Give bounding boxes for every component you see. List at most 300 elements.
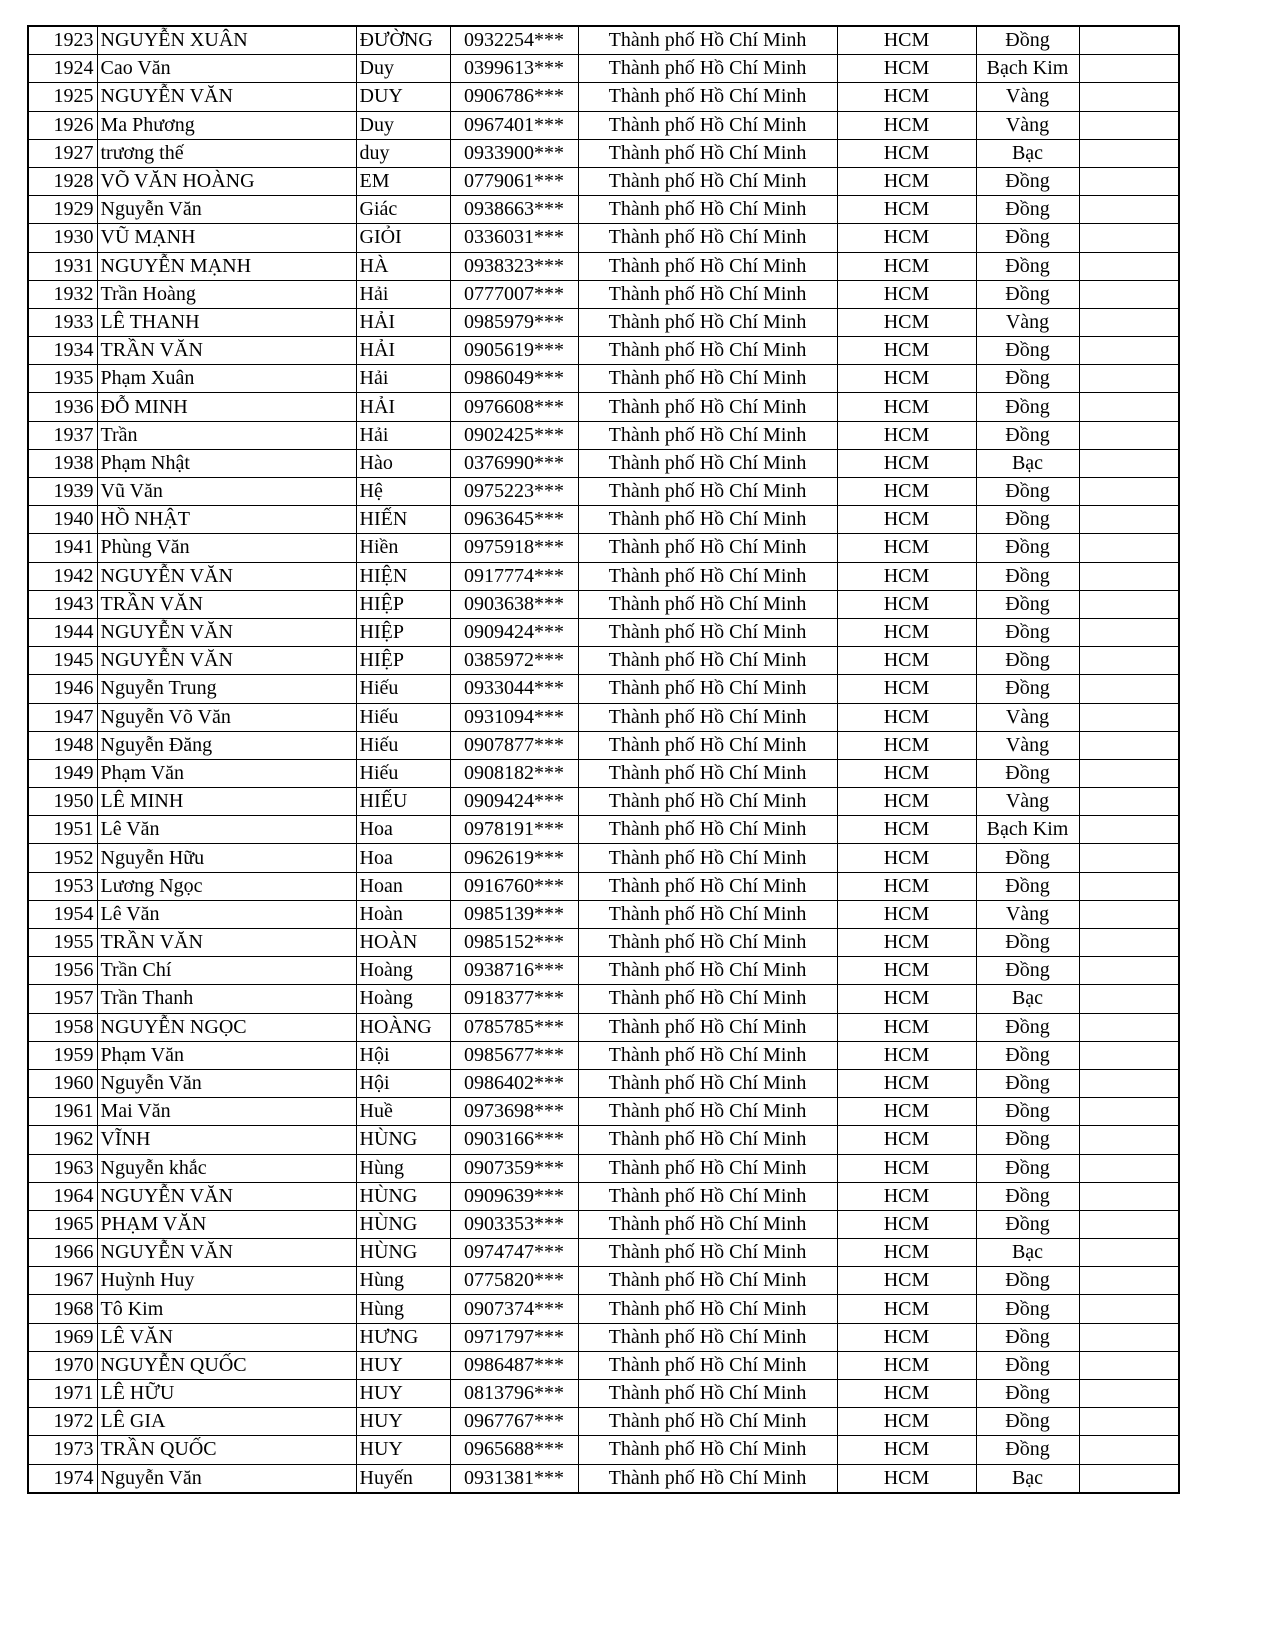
last-middle-name-cell: Nguyễn Văn bbox=[97, 1464, 356, 1493]
prize-tier-cell: Đồng bbox=[976, 1351, 1079, 1379]
province-code-cell: HCM bbox=[837, 957, 976, 985]
phone-number-cell: 0907877*** bbox=[450, 731, 578, 759]
table-row bbox=[28, 449, 1179, 477]
first-name-cell: HÙNG bbox=[356, 1182, 450, 1210]
last-middle-name-cell: TRẦN VĂN bbox=[97, 590, 356, 618]
table-row bbox=[28, 139, 1179, 167]
city-cell: Thành phố Hồ Chí Minh bbox=[578, 337, 837, 365]
city-cell: Thành phố Hồ Chí Minh bbox=[578, 280, 837, 308]
first-name-cell: HẢI bbox=[356, 337, 450, 365]
prize-tier-cell: Đồng bbox=[976, 562, 1079, 590]
note-cell bbox=[1079, 731, 1179, 759]
entry-number-cell: 1968 bbox=[28, 1295, 97, 1323]
prize-tier-cell: Đồng bbox=[976, 393, 1079, 421]
phone-number-cell: 0909424*** bbox=[450, 618, 578, 646]
city-cell: Thành phố Hồ Chí Minh bbox=[578, 111, 837, 139]
phone-number-cell: 0965688*** bbox=[450, 1436, 578, 1464]
note-cell bbox=[1079, 1464, 1179, 1493]
city-cell: Thành phố Hồ Chí Minh bbox=[578, 55, 837, 83]
last-middle-name-cell: Phạm Xuân bbox=[97, 365, 356, 393]
entry-number-cell: 1948 bbox=[28, 731, 97, 759]
province-code-cell: HCM bbox=[837, 478, 976, 506]
last-middle-name-cell: HỒ NHẬT bbox=[97, 506, 356, 534]
first-name-cell: Hải bbox=[356, 365, 450, 393]
first-name-cell: Hiếu bbox=[356, 675, 450, 703]
table-row bbox=[28, 985, 1179, 1013]
first-name-cell: Hoàng bbox=[356, 985, 450, 1013]
table-row bbox=[28, 421, 1179, 449]
phone-number-cell: 0986049*** bbox=[450, 365, 578, 393]
table-row bbox=[28, 1436, 1179, 1464]
table-row bbox=[28, 1464, 1179, 1493]
table-row bbox=[28, 1295, 1179, 1323]
last-middle-name-cell: Phạm Văn bbox=[97, 1041, 356, 1069]
entry-number-cell: 1924 bbox=[28, 55, 97, 83]
note-cell bbox=[1079, 252, 1179, 280]
note-cell bbox=[1079, 506, 1179, 534]
table-row bbox=[28, 1154, 1179, 1182]
first-name-cell: Duy bbox=[356, 111, 450, 139]
first-name-cell: Huề bbox=[356, 1098, 450, 1126]
city-cell: Thành phố Hồ Chí Minh bbox=[578, 985, 837, 1013]
province-code-cell: HCM bbox=[837, 1239, 976, 1267]
first-name-cell: Giác bbox=[356, 196, 450, 224]
prize-tier-cell: Đồng bbox=[976, 224, 1079, 252]
entry-number-cell: 1936 bbox=[28, 393, 97, 421]
first-name-cell: Hội bbox=[356, 1041, 450, 1069]
last-middle-name-cell: LÊ THANH bbox=[97, 308, 356, 336]
entry-number-cell: 1950 bbox=[28, 788, 97, 816]
table-row bbox=[28, 647, 1179, 675]
entry-number-cell: 1972 bbox=[28, 1408, 97, 1436]
phone-number-cell: 0975223*** bbox=[450, 478, 578, 506]
table-row bbox=[28, 26, 1179, 55]
first-name-cell: GIỎI bbox=[356, 224, 450, 252]
last-middle-name-cell: trương thế bbox=[97, 139, 356, 167]
last-middle-name-cell: Nguyễn Hữu bbox=[97, 844, 356, 872]
phone-number-cell: 0902425*** bbox=[450, 421, 578, 449]
city-cell: Thành phố Hồ Chí Minh bbox=[578, 449, 837, 477]
entry-number-cell: 1953 bbox=[28, 872, 97, 900]
note-cell bbox=[1079, 675, 1179, 703]
phone-number-cell: 0985139*** bbox=[450, 900, 578, 928]
last-middle-name-cell: TRẦN VĂN bbox=[97, 929, 356, 957]
province-code-cell: HCM bbox=[837, 1295, 976, 1323]
entry-number-cell: 1954 bbox=[28, 900, 97, 928]
city-cell: Thành phố Hồ Chí Minh bbox=[578, 1154, 837, 1182]
province-code-cell: HCM bbox=[837, 647, 976, 675]
city-cell: Thành phố Hồ Chí Minh bbox=[578, 872, 837, 900]
province-code-cell: HCM bbox=[837, 111, 976, 139]
first-name-cell: Hoàng bbox=[356, 957, 450, 985]
city-cell: Thành phố Hồ Chí Minh bbox=[578, 1013, 837, 1041]
prize-tier-cell: Vàng bbox=[976, 900, 1079, 928]
entry-number-cell: 1974 bbox=[28, 1464, 97, 1493]
last-middle-name-cell: Nguyễn Võ Văn bbox=[97, 703, 356, 731]
province-code-cell: HCM bbox=[837, 1098, 976, 1126]
first-name-cell: Hoan bbox=[356, 872, 450, 900]
entry-number-cell: 1961 bbox=[28, 1098, 97, 1126]
phone-number-cell: 0813796*** bbox=[450, 1380, 578, 1408]
phone-number-cell: 0933900*** bbox=[450, 139, 578, 167]
table-row bbox=[28, 55, 1179, 83]
phone-number-cell: 0963645*** bbox=[450, 506, 578, 534]
prize-tier-cell: Đồng bbox=[976, 534, 1079, 562]
prize-tier-cell: Đồng bbox=[976, 1126, 1079, 1154]
table-row bbox=[28, 900, 1179, 928]
note-cell bbox=[1079, 26, 1179, 55]
table-row bbox=[28, 1351, 1179, 1379]
last-middle-name-cell: Nguyễn khắc bbox=[97, 1154, 356, 1182]
entry-number-cell: 1935 bbox=[28, 365, 97, 393]
first-name-cell: Hùng bbox=[356, 1295, 450, 1323]
city-cell: Thành phố Hồ Chí Minh bbox=[578, 478, 837, 506]
note-cell bbox=[1079, 1041, 1179, 1069]
phone-number-cell: 0908182*** bbox=[450, 759, 578, 787]
province-code-cell: HCM bbox=[837, 252, 976, 280]
city-cell: Thành phố Hồ Chí Minh bbox=[578, 1069, 837, 1097]
last-middle-name-cell: VŨ MẠNH bbox=[97, 224, 356, 252]
note-cell bbox=[1079, 1408, 1179, 1436]
first-name-cell: HÙNG bbox=[356, 1126, 450, 1154]
table-row bbox=[28, 224, 1179, 252]
city-cell: Thành phố Hồ Chí Minh bbox=[578, 562, 837, 590]
note-cell bbox=[1079, 562, 1179, 590]
phone-number-cell: 0385972*** bbox=[450, 647, 578, 675]
phone-number-cell: 0336031*** bbox=[450, 224, 578, 252]
prize-tier-cell: Đồng bbox=[976, 929, 1079, 957]
prize-tier-cell: Đồng bbox=[976, 506, 1079, 534]
note-cell bbox=[1079, 111, 1179, 139]
first-name-cell: HUY bbox=[356, 1380, 450, 1408]
province-code-cell: HCM bbox=[837, 844, 976, 872]
note-cell bbox=[1079, 224, 1179, 252]
last-middle-name-cell: Lê Văn bbox=[97, 816, 356, 844]
first-name-cell: duy bbox=[356, 139, 450, 167]
prize-tier-cell: Đồng bbox=[976, 1408, 1079, 1436]
phone-number-cell: 0976608*** bbox=[450, 393, 578, 421]
first-name-cell: HẢI bbox=[356, 308, 450, 336]
note-cell bbox=[1079, 365, 1179, 393]
prize-tier-cell: Đồng bbox=[976, 478, 1079, 506]
last-middle-name-cell: LÊ MINH bbox=[97, 788, 356, 816]
table-row bbox=[28, 618, 1179, 646]
city-cell: Thành phố Hồ Chí Minh bbox=[578, 1182, 837, 1210]
table-row bbox=[28, 111, 1179, 139]
first-name-cell: Hoa bbox=[356, 844, 450, 872]
table-row bbox=[28, 1239, 1179, 1267]
table-row bbox=[28, 872, 1179, 900]
last-middle-name-cell: Huỳnh Huy bbox=[97, 1267, 356, 1295]
note-cell bbox=[1079, 1239, 1179, 1267]
province-code-cell: HCM bbox=[837, 900, 976, 928]
prize-tier-cell: Đồng bbox=[976, 844, 1079, 872]
province-code-cell: HCM bbox=[837, 1351, 976, 1379]
table-row bbox=[28, 731, 1179, 759]
city-cell: Thành phố Hồ Chí Minh bbox=[578, 1041, 837, 1069]
note-cell bbox=[1079, 1351, 1179, 1379]
province-code-cell: HCM bbox=[837, 55, 976, 83]
province-code-cell: HCM bbox=[837, 1126, 976, 1154]
city-cell: Thành phố Hồ Chí Minh bbox=[578, 759, 837, 787]
table-row bbox=[28, 1041, 1179, 1069]
province-code-cell: HCM bbox=[837, 1154, 976, 1182]
prize-tier-cell: Đồng bbox=[976, 647, 1079, 675]
note-cell bbox=[1079, 308, 1179, 336]
prize-tier-cell: Đồng bbox=[976, 280, 1079, 308]
province-code-cell: HCM bbox=[837, 534, 976, 562]
prize-tier-cell: Đồng bbox=[976, 957, 1079, 985]
last-middle-name-cell: VÕ VĂN HOÀNG bbox=[97, 167, 356, 195]
phone-number-cell: 0399613*** bbox=[450, 55, 578, 83]
entry-number-cell: 1963 bbox=[28, 1154, 97, 1182]
prize-tier-cell: Đồng bbox=[976, 1154, 1079, 1182]
table-row bbox=[28, 675, 1179, 703]
prize-tier-cell: Đồng bbox=[976, 26, 1079, 55]
last-middle-name-cell: Lương Ngọc bbox=[97, 872, 356, 900]
first-name-cell: HUY bbox=[356, 1408, 450, 1436]
city-cell: Thành phố Hồ Chí Minh bbox=[578, 1408, 837, 1436]
note-cell bbox=[1079, 844, 1179, 872]
first-name-cell: HIỆP bbox=[356, 647, 450, 675]
phone-number-cell: 0938716*** bbox=[450, 957, 578, 985]
prize-tier-cell: Đồng bbox=[976, 421, 1079, 449]
first-name-cell: Hiếu bbox=[356, 703, 450, 731]
last-middle-name-cell: Phùng Văn bbox=[97, 534, 356, 562]
province-code-cell: HCM bbox=[837, 1013, 976, 1041]
phone-number-cell: 0986487*** bbox=[450, 1351, 578, 1379]
last-middle-name-cell: Trần Chí bbox=[97, 957, 356, 985]
city-cell: Thành phố Hồ Chí Minh bbox=[578, 26, 837, 55]
entry-number-cell: 1943 bbox=[28, 590, 97, 618]
entry-number-cell: 1966 bbox=[28, 1239, 97, 1267]
entry-number-cell: 1939 bbox=[28, 478, 97, 506]
entry-number-cell: 1932 bbox=[28, 280, 97, 308]
phone-number-cell: 0975918*** bbox=[450, 534, 578, 562]
last-middle-name-cell: Vũ Văn bbox=[97, 478, 356, 506]
phone-number-cell: 0986402*** bbox=[450, 1069, 578, 1097]
prize-tier-cell: Vàng bbox=[976, 308, 1079, 336]
note-cell bbox=[1079, 900, 1179, 928]
prize-tier-cell: Đồng bbox=[976, 252, 1079, 280]
note-cell bbox=[1079, 1182, 1179, 1210]
prize-tier-cell: Đồng bbox=[976, 337, 1079, 365]
note-cell bbox=[1079, 703, 1179, 731]
table-row bbox=[28, 957, 1179, 985]
entry-number-cell: 1931 bbox=[28, 252, 97, 280]
prize-tier-cell: Đồng bbox=[976, 1380, 1079, 1408]
province-code-cell: HCM bbox=[837, 1069, 976, 1097]
note-cell bbox=[1079, 139, 1179, 167]
prize-tier-cell: Đồng bbox=[976, 1098, 1079, 1126]
prize-tier-cell: Đồng bbox=[976, 590, 1079, 618]
entry-number-cell: 1959 bbox=[28, 1041, 97, 1069]
note-cell bbox=[1079, 1210, 1179, 1238]
phone-number-cell: 0932254*** bbox=[450, 26, 578, 55]
province-code-cell: HCM bbox=[837, 1182, 976, 1210]
city-cell: Thành phố Hồ Chí Minh bbox=[578, 83, 837, 111]
province-code-cell: HCM bbox=[837, 421, 976, 449]
phone-number-cell: 0917774*** bbox=[450, 562, 578, 590]
entry-number-cell: 1923 bbox=[28, 26, 97, 55]
last-middle-name-cell: Phạm Văn bbox=[97, 759, 356, 787]
last-middle-name-cell: Nguyễn Văn bbox=[97, 196, 356, 224]
city-cell: Thành phố Hồ Chí Minh bbox=[578, 1267, 837, 1295]
table-row bbox=[28, 1069, 1179, 1097]
table-row bbox=[28, 1323, 1179, 1351]
province-code-cell: HCM bbox=[837, 393, 976, 421]
prize-tier-cell: Bạc bbox=[976, 139, 1079, 167]
province-code-cell: HCM bbox=[837, 985, 976, 1013]
entry-number-cell: 1946 bbox=[28, 675, 97, 703]
city-cell: Thành phố Hồ Chí Minh bbox=[578, 900, 837, 928]
phone-number-cell: 0974747*** bbox=[450, 1239, 578, 1267]
note-cell bbox=[1079, 1013, 1179, 1041]
last-middle-name-cell: NGUYỄN VĂN bbox=[97, 562, 356, 590]
prize-tier-cell: Đồng bbox=[976, 675, 1079, 703]
entry-number-cell: 1933 bbox=[28, 308, 97, 336]
entry-number-cell: 1971 bbox=[28, 1380, 97, 1408]
note-cell bbox=[1079, 816, 1179, 844]
last-middle-name-cell: NGUYỄN MẠNH bbox=[97, 252, 356, 280]
first-name-cell: HẢI bbox=[356, 393, 450, 421]
city-cell: Thành phố Hồ Chí Minh bbox=[578, 139, 837, 167]
first-name-cell: HIẾU bbox=[356, 788, 450, 816]
entry-number-cell: 1949 bbox=[28, 759, 97, 787]
prize-tier-cell: Vàng bbox=[976, 111, 1079, 139]
entry-number-cell: 1967 bbox=[28, 1267, 97, 1295]
table-row bbox=[28, 393, 1179, 421]
province-code-cell: HCM bbox=[837, 506, 976, 534]
province-code-cell: HCM bbox=[837, 731, 976, 759]
note-cell bbox=[1079, 1380, 1179, 1408]
phone-number-cell: 0777007*** bbox=[450, 280, 578, 308]
phone-number-cell: 0967401*** bbox=[450, 111, 578, 139]
note-cell bbox=[1079, 280, 1179, 308]
prize-tier-cell: Đồng bbox=[976, 1323, 1079, 1351]
city-cell: Thành phố Hồ Chí Minh bbox=[578, 1126, 837, 1154]
province-code-cell: HCM bbox=[837, 562, 976, 590]
table-row bbox=[28, 1098, 1179, 1126]
last-middle-name-cell: NGUYỄN VĂN bbox=[97, 647, 356, 675]
city-cell: Thành phố Hồ Chí Minh bbox=[578, 929, 837, 957]
province-code-cell: HCM bbox=[837, 675, 976, 703]
phone-number-cell: 0907374*** bbox=[450, 1295, 578, 1323]
first-name-cell: HÙNG bbox=[356, 1239, 450, 1267]
note-cell bbox=[1079, 393, 1179, 421]
province-code-cell: HCM bbox=[837, 365, 976, 393]
city-cell: Thành phố Hồ Chí Minh bbox=[578, 1351, 837, 1379]
note-cell bbox=[1079, 788, 1179, 816]
note-cell bbox=[1079, 590, 1179, 618]
province-code-cell: HCM bbox=[837, 618, 976, 646]
city-cell: Thành phố Hồ Chí Minh bbox=[578, 506, 837, 534]
table-row bbox=[28, 365, 1179, 393]
entry-number-cell: 1938 bbox=[28, 449, 97, 477]
prize-tier-cell: Vàng bbox=[976, 788, 1079, 816]
prize-tier-cell: Vàng bbox=[976, 83, 1079, 111]
city-cell: Thành phố Hồ Chí Minh bbox=[578, 1210, 837, 1238]
city-cell: Thành phố Hồ Chí Minh bbox=[578, 308, 837, 336]
city-cell: Thành phố Hồ Chí Minh bbox=[578, 393, 837, 421]
entry-number-cell: 1929 bbox=[28, 196, 97, 224]
province-code-cell: HCM bbox=[837, 337, 976, 365]
province-code-cell: HCM bbox=[837, 929, 976, 957]
phone-number-cell: 0973698*** bbox=[450, 1098, 578, 1126]
last-middle-name-cell: Trần bbox=[97, 421, 356, 449]
city-cell: Thành phố Hồ Chí Minh bbox=[578, 1239, 837, 1267]
first-name-cell: DUY bbox=[356, 83, 450, 111]
city-cell: Thành phố Hồ Chí Minh bbox=[578, 1295, 837, 1323]
prize-tier-cell: Đồng bbox=[976, 1182, 1079, 1210]
note-cell bbox=[1079, 929, 1179, 957]
last-middle-name-cell: VĨNH bbox=[97, 1126, 356, 1154]
city-cell: Thành phố Hồ Chí Minh bbox=[578, 675, 837, 703]
city-cell: Thành phố Hồ Chí Minh bbox=[578, 421, 837, 449]
province-code-cell: HCM bbox=[837, 1380, 976, 1408]
table-row bbox=[28, 590, 1179, 618]
phone-number-cell: 0907359*** bbox=[450, 1154, 578, 1182]
entry-number-cell: 1934 bbox=[28, 337, 97, 365]
last-middle-name-cell: Nguyễn Văn bbox=[97, 1069, 356, 1097]
prize-tier-cell: Đồng bbox=[976, 1295, 1079, 1323]
entry-number-cell: 1965 bbox=[28, 1210, 97, 1238]
first-name-cell: Hùng bbox=[356, 1267, 450, 1295]
last-middle-name-cell: NGUYỄN VĂN bbox=[97, 1239, 356, 1267]
prize-tier-cell: Đồng bbox=[976, 1069, 1079, 1097]
note-cell bbox=[1079, 478, 1179, 506]
city-cell: Thành phố Hồ Chí Minh bbox=[578, 224, 837, 252]
province-code-cell: HCM bbox=[837, 26, 976, 55]
city-cell: Thành phố Hồ Chí Minh bbox=[578, 196, 837, 224]
phone-number-cell: 0931094*** bbox=[450, 703, 578, 731]
province-code-cell: HCM bbox=[837, 1323, 976, 1351]
note-cell bbox=[1079, 1436, 1179, 1464]
note-cell bbox=[1079, 1295, 1179, 1323]
province-code-cell: HCM bbox=[837, 449, 976, 477]
entry-number-cell: 1964 bbox=[28, 1182, 97, 1210]
first-name-cell: Hoàn bbox=[356, 900, 450, 928]
first-name-cell: Hiền bbox=[356, 534, 450, 562]
prize-tier-cell: Đồng bbox=[976, 365, 1079, 393]
entry-number-cell: 1945 bbox=[28, 647, 97, 675]
prize-tier-cell: Bạch Kim bbox=[976, 816, 1079, 844]
first-name-cell: Duy bbox=[356, 55, 450, 83]
note-cell bbox=[1079, 872, 1179, 900]
entry-number-cell: 1940 bbox=[28, 506, 97, 534]
city-cell: Thành phố Hồ Chí Minh bbox=[578, 703, 837, 731]
note-cell bbox=[1079, 1098, 1179, 1126]
last-middle-name-cell: Lê Văn bbox=[97, 900, 356, 928]
province-code-cell: HCM bbox=[837, 1436, 976, 1464]
city-cell: Thành phố Hồ Chí Minh bbox=[578, 534, 837, 562]
last-middle-name-cell: Trần Hoàng bbox=[97, 280, 356, 308]
phone-number-cell: 0971797*** bbox=[450, 1323, 578, 1351]
phone-number-cell: 0905619*** bbox=[450, 337, 578, 365]
first-name-cell: HIỆP bbox=[356, 590, 450, 618]
first-name-cell: HOÀN bbox=[356, 929, 450, 957]
last-middle-name-cell: Ma Phương bbox=[97, 111, 356, 139]
first-name-cell: Hoa bbox=[356, 816, 450, 844]
note-cell bbox=[1079, 337, 1179, 365]
phone-number-cell: 0985979*** bbox=[450, 308, 578, 336]
last-middle-name-cell: ĐỖ MINH bbox=[97, 393, 356, 421]
prize-tier-cell: Đồng bbox=[976, 167, 1079, 195]
phone-number-cell: 0903638*** bbox=[450, 590, 578, 618]
table-row bbox=[28, 1408, 1179, 1436]
entry-number-cell: 1962 bbox=[28, 1126, 97, 1154]
entry-number-cell: 1941 bbox=[28, 534, 97, 562]
